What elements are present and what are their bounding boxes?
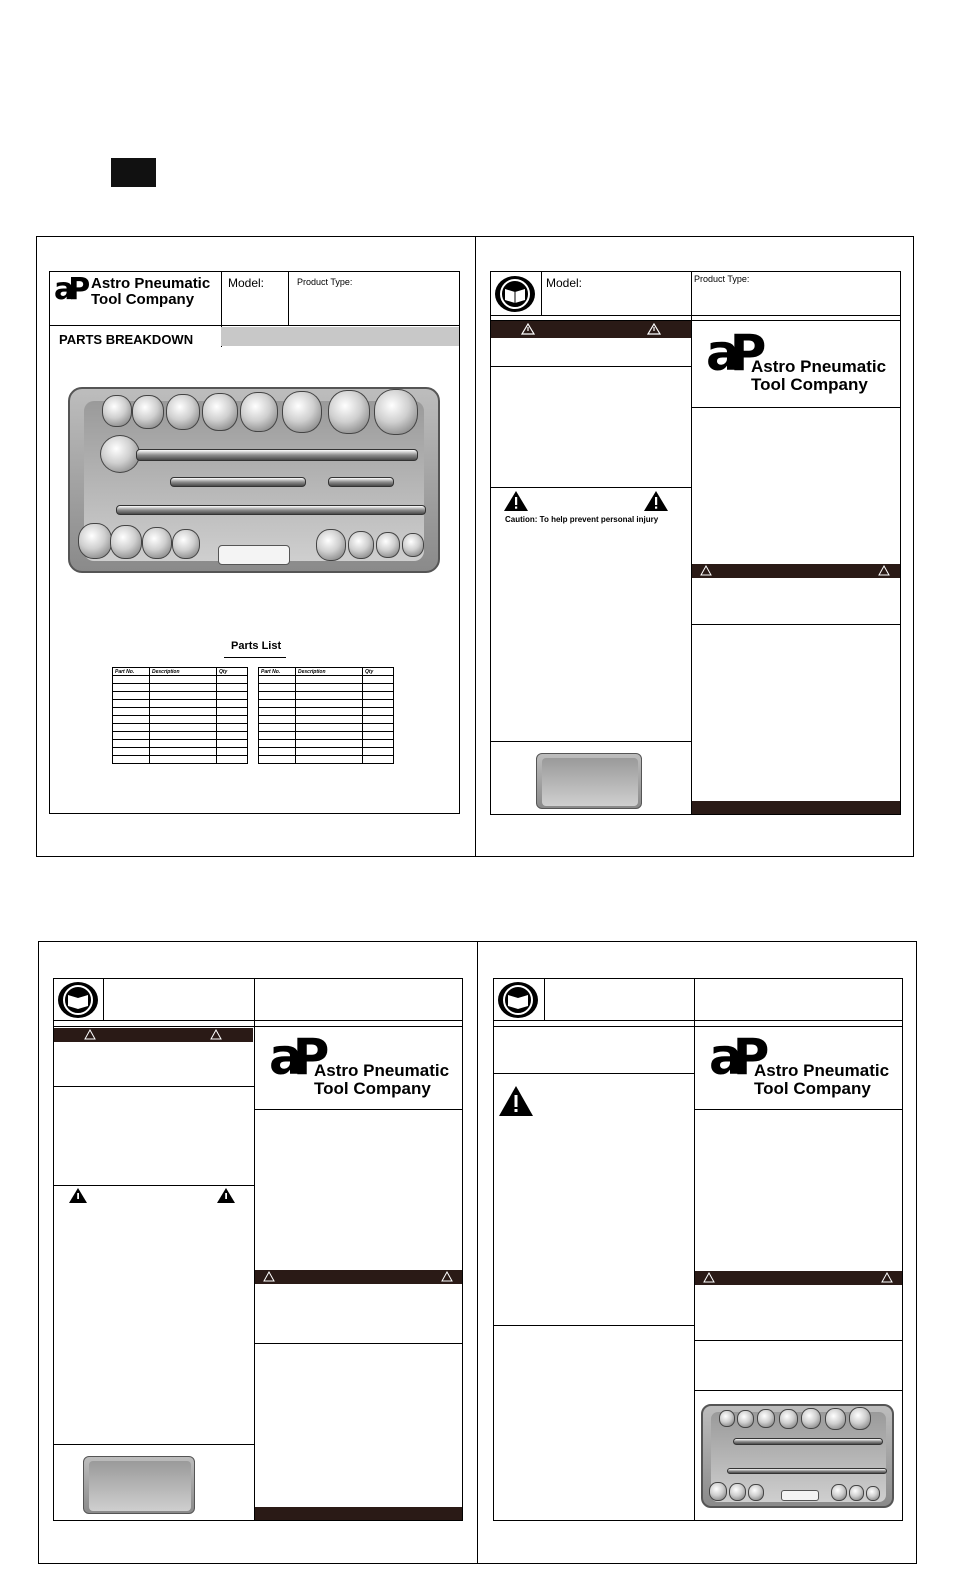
socket xyxy=(142,527,172,559)
header-line xyxy=(493,1020,903,1021)
product-type-label: Product Type: xyxy=(694,274,750,284)
brand-line1: Astro Pneumatic xyxy=(751,357,887,376)
socket xyxy=(376,532,400,558)
warning-triangle-icon xyxy=(84,1029,96,1040)
table-row xyxy=(113,732,248,740)
socket-set-image xyxy=(68,387,440,573)
socket xyxy=(132,395,164,429)
tee-bar xyxy=(116,505,426,515)
table-row xyxy=(259,716,394,724)
socket xyxy=(348,531,374,559)
top-marker xyxy=(111,158,156,187)
table-row xyxy=(259,732,394,740)
brand-line2: Tool Company xyxy=(91,290,195,308)
socket xyxy=(737,1410,754,1428)
ratchet-head xyxy=(100,435,140,473)
socket-set-tray xyxy=(89,1461,191,1511)
header-line-2 xyxy=(493,1026,903,1027)
parts-list-underline xyxy=(224,657,286,658)
warning-bar xyxy=(692,564,900,578)
case-handle xyxy=(218,545,290,565)
rule xyxy=(491,366,691,367)
socket xyxy=(801,1408,821,1429)
header-divider-1 xyxy=(103,978,104,1020)
column-divider xyxy=(254,978,255,1521)
brand-line1: Astro Pneumatic xyxy=(754,1061,890,1080)
warning-triangle-icon xyxy=(210,1029,222,1040)
table-row xyxy=(259,724,394,732)
warning-triangle-icon xyxy=(700,565,712,576)
brand-monogram: aP xyxy=(269,1028,320,1086)
table-row xyxy=(113,724,248,732)
column-divider xyxy=(694,978,695,1521)
extension-bar xyxy=(170,477,306,487)
col-qty: Qty xyxy=(217,668,248,676)
socket xyxy=(402,533,424,557)
product-type-label: Product Type: xyxy=(297,277,353,287)
socket xyxy=(202,393,238,431)
warning-triangle-icon xyxy=(263,1271,275,1282)
col-description: Description xyxy=(296,668,363,676)
socket xyxy=(78,523,112,559)
parts-table-right xyxy=(258,667,394,764)
safety-header-divider-2 xyxy=(691,271,692,815)
extension-short xyxy=(328,477,394,487)
parts-table-left xyxy=(112,667,248,764)
table-row xyxy=(259,684,394,692)
table-row xyxy=(259,692,394,700)
socket xyxy=(748,1484,764,1501)
rule xyxy=(254,1109,463,1110)
case-handle xyxy=(781,1490,819,1501)
rule xyxy=(54,1086,254,1087)
socket xyxy=(316,529,346,561)
model-label: Model: xyxy=(228,276,265,290)
brand-line2: Tool Company xyxy=(314,1078,431,1098)
parts-header-divider-2 xyxy=(288,271,289,325)
rule xyxy=(494,1073,694,1074)
socket xyxy=(166,394,200,430)
tee-bar xyxy=(727,1468,887,1474)
socket-set-thumbnail xyxy=(83,1456,195,1514)
socket xyxy=(240,392,278,432)
socket xyxy=(825,1408,846,1430)
warning-triangle-icon xyxy=(643,490,669,512)
table-row xyxy=(259,748,394,756)
rule xyxy=(54,1185,254,1186)
brand-line1: Astro Pneumatic xyxy=(91,275,211,292)
brand-name xyxy=(751,358,886,394)
socket xyxy=(849,1407,871,1430)
open-book-icon xyxy=(498,982,538,1018)
socket-set-thumbnail xyxy=(536,753,642,809)
table-row xyxy=(113,716,248,724)
table-row xyxy=(113,684,248,692)
brand-logo xyxy=(54,274,219,314)
safety-header-divider-1 xyxy=(541,271,542,315)
socket xyxy=(757,1409,775,1428)
rule xyxy=(254,1343,463,1344)
table-row xyxy=(113,748,248,756)
rule xyxy=(691,407,901,408)
socket xyxy=(102,395,132,427)
brand-line2: Tool Company xyxy=(754,1078,871,1098)
brand-name xyxy=(754,1062,889,1098)
warning-triangle-icon xyxy=(68,1187,88,1204)
model-label: Model: xyxy=(546,276,583,290)
socket xyxy=(866,1486,880,1501)
table-row xyxy=(113,708,248,716)
warning-bar xyxy=(54,1028,253,1042)
parts-header-line xyxy=(49,325,460,326)
rule xyxy=(691,624,901,625)
bottom-spread-divider xyxy=(477,941,478,1564)
table-row xyxy=(113,700,248,708)
parts-breakdown-title: PARTS BREAKDOWN xyxy=(59,332,194,347)
brand-logo-large xyxy=(269,1028,459,1102)
brand-monogram: aP xyxy=(709,1028,760,1086)
brand-name xyxy=(314,1062,449,1098)
warning-triangle-icon xyxy=(441,1271,453,1282)
warning-bar xyxy=(491,321,691,338)
socket xyxy=(729,1483,746,1501)
socket xyxy=(709,1482,727,1501)
socket-set-tray xyxy=(542,758,638,806)
caution-text: Caution: To help prevent personal injury xyxy=(505,515,659,524)
socket xyxy=(110,525,142,559)
rule xyxy=(54,1444,254,1445)
warning-triangle-icon xyxy=(878,565,890,576)
brand-line2: Tool Company xyxy=(751,374,868,394)
table-row xyxy=(259,700,394,708)
socket xyxy=(172,529,200,559)
header-line-2 xyxy=(53,1026,463,1027)
col-qty: Qty xyxy=(363,668,394,676)
footer-bar xyxy=(692,801,900,814)
footer-bar xyxy=(255,1507,462,1520)
rule xyxy=(491,487,691,488)
brand-line1: Astro Pneumatic xyxy=(314,1061,450,1080)
rule xyxy=(694,1340,903,1341)
rule xyxy=(491,741,691,742)
safety-header-line xyxy=(490,315,901,316)
col-part-no: Part No. xyxy=(113,668,150,676)
top-spread-divider xyxy=(475,236,476,857)
warning-triangle-icon xyxy=(703,1272,715,1283)
rule xyxy=(494,1325,694,1326)
brand-monogram: aP xyxy=(54,272,85,307)
rule xyxy=(694,1109,903,1110)
warning-triangle-icon xyxy=(521,323,535,335)
table-row xyxy=(259,676,394,684)
table-row xyxy=(259,756,394,764)
header-line xyxy=(53,1020,463,1021)
brand-logo-large xyxy=(706,324,896,398)
socket xyxy=(282,391,322,433)
socket xyxy=(779,1409,798,1429)
socket xyxy=(849,1485,864,1501)
warning-triangle-icon xyxy=(497,1084,535,1118)
warning-triangle-icon xyxy=(216,1187,236,1204)
brand-logo-large xyxy=(709,1028,899,1102)
socket xyxy=(831,1484,847,1501)
table-row xyxy=(113,692,248,700)
warning-bar xyxy=(695,1271,902,1285)
rule xyxy=(694,1390,903,1391)
open-book-icon xyxy=(58,982,98,1018)
brand-monogram: aP xyxy=(706,324,757,382)
ratchet-handle xyxy=(733,1438,883,1445)
col-description: Description xyxy=(150,668,217,676)
col-part-no: Part No. xyxy=(259,668,296,676)
parts-title-gray-bar xyxy=(221,327,459,346)
ratchet-handle xyxy=(136,449,418,461)
header-divider-1 xyxy=(544,978,545,1020)
table-row xyxy=(113,676,248,684)
brand-name xyxy=(91,276,210,308)
table-row xyxy=(259,708,394,716)
socket xyxy=(328,390,370,434)
table-row xyxy=(113,740,248,748)
parts-list-title: Parts List xyxy=(231,640,282,652)
socket xyxy=(374,389,418,435)
table-row xyxy=(259,740,394,748)
open-book-icon xyxy=(495,276,535,312)
socket xyxy=(719,1410,735,1427)
warning-triangle-icon xyxy=(881,1272,893,1283)
warning-triangle-icon xyxy=(503,490,529,512)
warning-triangle-icon xyxy=(647,323,661,335)
warning-bar xyxy=(255,1270,462,1284)
socket-set-image xyxy=(701,1404,894,1508)
table-row xyxy=(113,756,248,764)
